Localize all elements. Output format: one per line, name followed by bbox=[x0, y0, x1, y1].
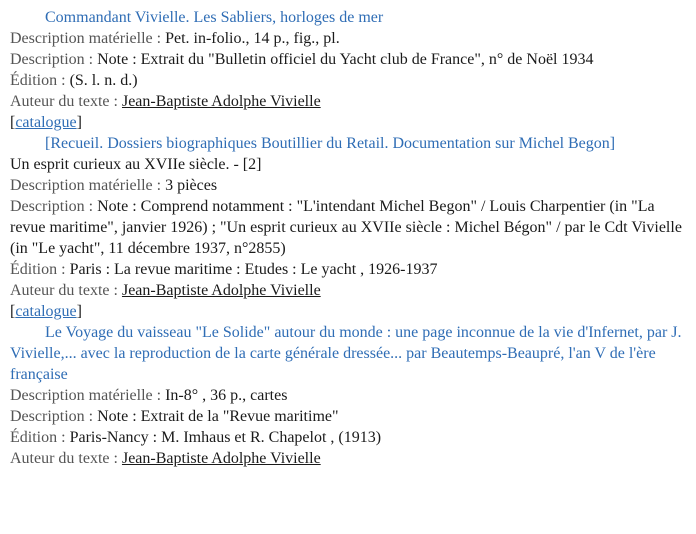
description-line bbox=[10, 196, 686, 259]
auteur-label: Auteur du texte : bbox=[10, 450, 122, 467]
desc-materielle-label: Description matérielle : bbox=[10, 177, 166, 194]
auteur-line bbox=[10, 280, 686, 301]
auteur-label: Auteur du texte : bbox=[10, 93, 122, 110]
catalogue-link[interactable]: catalogue bbox=[15, 303, 77, 320]
edition-label: Édition : bbox=[10, 429, 70, 446]
edition-value: Paris : La revue maritime : Etudes : Le yacht , 1926-1937 bbox=[69, 261, 438, 278]
bracket-close: ] bbox=[76, 114, 82, 131]
bracket-open: [ bbox=[10, 114, 16, 131]
catalogue-line bbox=[10, 301, 686, 322]
description-value: Note : Comprend notamment : "L'intendant Michel Begon" / Louis Charpentier (in "La revue maritime", janvier 1926) ; "Un esprit curieux au XVIIe siècle : Michel Bégon" / par le Cdt Vivielle (in "Le yacht", 11 décembre 1937, n°2855) bbox=[10, 198, 682, 257]
description-value: Note : Extrait de la "Revue maritime" bbox=[97, 408, 339, 425]
edition-line bbox=[10, 427, 686, 448]
record-1 bbox=[10, 7, 686, 133]
description-line bbox=[10, 406, 686, 427]
bracket-open: [ bbox=[10, 303, 16, 320]
edition-value: Paris-Nancy : M. Imhaus et R. Chapelot , (1913) bbox=[69, 429, 382, 446]
desc-materielle-value: Pet. in-folio., 14 p., fig., pl. bbox=[165, 30, 340, 47]
bracket-close: ] bbox=[76, 303, 82, 320]
catalogue-line bbox=[10, 112, 686, 133]
edition-value: (S. l. n. d.) bbox=[69, 72, 138, 89]
auteur-label: Auteur du texte : bbox=[10, 282, 122, 299]
description-line bbox=[10, 49, 686, 70]
desc-materielle-label: Description matérielle : bbox=[10, 30, 166, 47]
desc-materielle-line bbox=[10, 175, 686, 196]
edition-label: Édition : bbox=[10, 72, 70, 89]
author-link[interactable]: Jean-Baptiste Adolphe Vivielle bbox=[121, 93, 321, 110]
catalogue-link[interactable]: catalogue bbox=[15, 114, 77, 131]
auteur-line bbox=[10, 91, 686, 112]
auteur-line bbox=[10, 448, 686, 469]
record-2 bbox=[10, 133, 686, 322]
record-3 bbox=[10, 322, 686, 469]
record-title[interactable] bbox=[10, 133, 686, 154]
record-title[interactable] bbox=[10, 322, 686, 385]
edition-label: Édition : bbox=[10, 261, 70, 278]
author-link[interactable]: Jean-Baptiste Adolphe Vivielle bbox=[121, 450, 321, 467]
description-label: Description : bbox=[10, 198, 98, 215]
desc-materielle-line bbox=[10, 385, 686, 406]
author-link[interactable]: Jean-Baptiste Adolphe Vivielle bbox=[121, 282, 321, 299]
desc-materielle-value: In-8° , 36 p., cartes bbox=[165, 387, 288, 404]
record-subtitle: Un esprit curieux au XVIIe siècle. - [2] bbox=[10, 156, 262, 173]
record-title-link[interactable]: [Recueil. Dossiers biographiques Boutillier du Retail. Documentation sur Michel Begon] bbox=[45, 135, 616, 152]
record-title-link[interactable]: Commandant Vivielle. Les Sabliers, horloges de mer bbox=[45, 9, 384, 26]
record-title[interactable] bbox=[10, 7, 686, 28]
description-label: Description : bbox=[10, 51, 98, 68]
record-title-link[interactable]: Le Voyage du vaisseau "Le Solide" autour du monde : une page inconnue de la vie d'Infernet, par J. Vivielle,... avec la reproduction de la carte générale dressée... par Beautemps-Beaupré, l'an V de l'ère française bbox=[10, 324, 682, 383]
desc-materielle-label: Description matérielle : bbox=[10, 387, 166, 404]
edition-line bbox=[10, 70, 686, 91]
desc-materielle-line bbox=[10, 28, 686, 49]
description-value: Note : Extrait du "Bulletin officiel du Yacht club de France", n° de Noël 1934 bbox=[97, 51, 594, 68]
description-label: Description : bbox=[10, 408, 98, 425]
desc-materielle-value: 3 pièces bbox=[165, 177, 218, 194]
edition-line bbox=[10, 259, 686, 280]
